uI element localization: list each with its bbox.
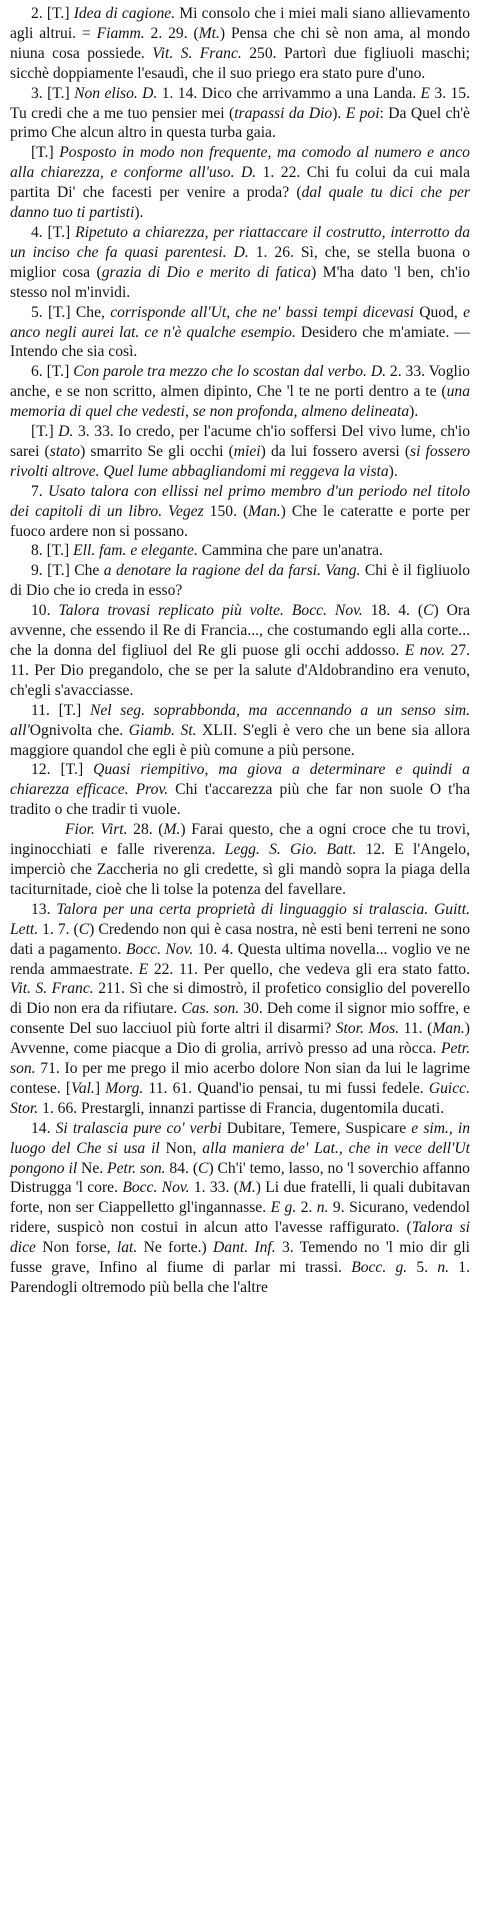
entry-corrisponde-all-ut: 5. [T.] Che, corrisponde all'Ut, che ne' bassi tempi dicevasi Quod, e anco negli aurei lat. ce n'è qualche esempio. Desidero che m'amiate. — Intendo che sia così. [10, 303, 471, 361]
entry-ripetuto-a-chiarezza: 4. [T.] Ripetuto a chiarezza, per riattaccare il costrutto, interrotto da un inciso che fa quasi parentesi. D. 1. 26. Sì, che, se stella buona o miglior cosa (grazia di Dio e merito di fatica) M'ha dato 'l ben, ch'io stesso nol m'invidi. [10, 223, 470, 301]
entry-non-eliso: 3. [T.] Non eliso. D. 1. 14. Dico che arrivammo a una Landa. E 3. 15. Tu credi che a me tuo pensier mei (trapassi da Dio). E poi: Da Quel ch'è primo Che alcun altro in questa turba gaia. [10, 84, 470, 142]
entry-si-tralascia-co-verbi: 14. Si tralascia pure co' verbi Dubitare, Temere, Suspicare e sim., in luogo del Che si usa il Non, alla maniera de' Lat., che in vece dell'Ut pongono il Ne. Petr. son. 84. (C) Ch'i' temo, lasso, no 'l soverchio affanno Distrugga 'l core. Bocc. Nov. 1. 33. (M.) Li due fratelli, li quali dubitavan forte, non ser Ciappelletto gl'ingannasse. E g. 2. n. 9. Sicurano, vedendol ridere, suspicò non costui in alcun atto l'avesse raffigurato. (Talora si dice Non forse, lat. Ne forte.) Dant. Inf. 3. Temendo no 'l mio dir gli fusse grave, Infino al fiume di parlar mi trassi. Bocc. g. 5. n. 1. Parendogli oltremodo più bella che l'altre [10, 1119, 471, 1296]
entry-usato-con-ellissi: 7. Usato talora con ellissi nel primo membro d'un periodo nel titolo dei capitoli di un libro. Vegez 150. (Man.) Che le cateratte e porte per fuoco ardere non si possano. [10, 482, 471, 540]
entry-replicato-piu-volte: 10. Talora trovasi replicato più volte. Bocc. Nov. 18. 4. (C) Ora avvenne, che essendo il Re di Francia..., che costumando egli alla corte... che la donna del figliuol del Re gli puose gli occhi addosso. E nov. 27. 11. Per Dio pregandolo, che se per la salute d'Aldobrandino era venuto, ch'egli s'avacciasse. [10, 602, 471, 699]
entry-si-tralascia: 13. Talora per una certa proprietà di linguaggio si tralascia. Guitt. Lett. 1. 7. (C) Credendo non qui è casa nostra, nè esti beni terreni ne sono dati a pagamento. Bocc. Nov. 10. 4. Questa ultima novella... voglio ve ne renda ammaestrate. E 22. 11. Per quello, che vedeva gli era stato fatto. Vit. S. Franc. 211. Sì che si dimostrò, il profetico consiglio del poverello di Dio non era da rifiutare. Cas. son. 30. Deh come il signor mio soffre, e consente Del suo lacciuol più forte altri il disarmi? Stor. Mos. 11. (Man.) Avvenne, come piacque a Dio di grolia, arrivò presso ad una ròcca. Petr. son. 71. Io per me prego il mio acerbo dolore Non sian da lui le lagrime contese. [Val.] Morg. 11. 61. Quand'io pensai, tu mi fussi fedele. Guicc. Stor. 1. 66. Prestargli, innanzi partisse di Francia, dugentomila ducati. [10, 900, 471, 1117]
entry-ell-fam: 8. [T.] Ell. fam. e elegante. Cammina che pare un'anatra. [31, 542, 383, 560]
entry-ragione-del-da-farsi: 9. [T.] Che a denotare la ragione del da farsi. Vang. Chi è il figliuolo di Dio che io creda in esso? [10, 562, 470, 600]
entry-quasi-riempitivo: 12. [T.] Quasi riempitivo, ma giova a determinare e quindi a chiarezza efficace. Prov. Chi t'accarezza più che far non suole O t'ha tradito o che tradir ti vuole. [10, 761, 470, 819]
entry-con-parole-tra-mezzo: 6. [T.] Con parole tra mezzo che lo scostan dal verbo. D. 2. 33. Voglio anche, e se non scritto, almen dipinto, Che 'l te ne porti dentro a te (una memoria di quel che vedesti, se non profonda, almeno delineata). [10, 363, 470, 421]
entry-fior-virt: Fior. Virt. 28. (M.) Farai questo, che a ogni croce che tu trovi, inginocchiati e falle riverenza. Legg. S. Gio. Batt. 12. E l'Angelo, imperciò che Zaccheria no gli credette, sì gli mandò sopra la piaga della taciturnitade, cioè che li tolse la potenza del favellare. [10, 821, 471, 898]
entry-d-3-33: [T.] D. 3. 33. Io credo, per l'acume ch'io soffersi Del vivo lume, ch'io sarei (stato) smarrito Se gli occhi (miei) da lui fossero aversi (si fossero rivolti altrove. Quel lume abbagliandomi mi reggeva la vista). [10, 423, 471, 480]
entry-posposto: [T.] Posposto in modo non frequente, ma comodo al numero e anco alla chiarezza, e conforme all'uso. D. 1. 22. Chi fu colui da cui mala partita Di' che facesti per venire a proda? (dal quale tu dici che per danno tuo ti partisti). [10, 144, 470, 222]
entry-idea-di-cagione: 2. [T.] Idea di cagione. Mi consolo che i miei mali siano allievamento agli altrui. = Fiamm. 2. 29. (Mt.) Pensa che chi sè non ama, al mondo niuna cosa possiede. Vit. S. Franc. 250. Partorì due figliuoli maschi; sicchè doppiamente l'esaudì, che il suo priego era stato pure d'uno. [10, 5, 470, 82]
entry-soprabbonda: 11. [T.] Nel seg. soprabbonda, ma accennando a un senso sim. all'Ognivolta che. Giamb. St. XLII. S'egli è vero che un bene sia allora maggiore quandol che egli è più comune a più persone. [10, 701, 471, 759]
